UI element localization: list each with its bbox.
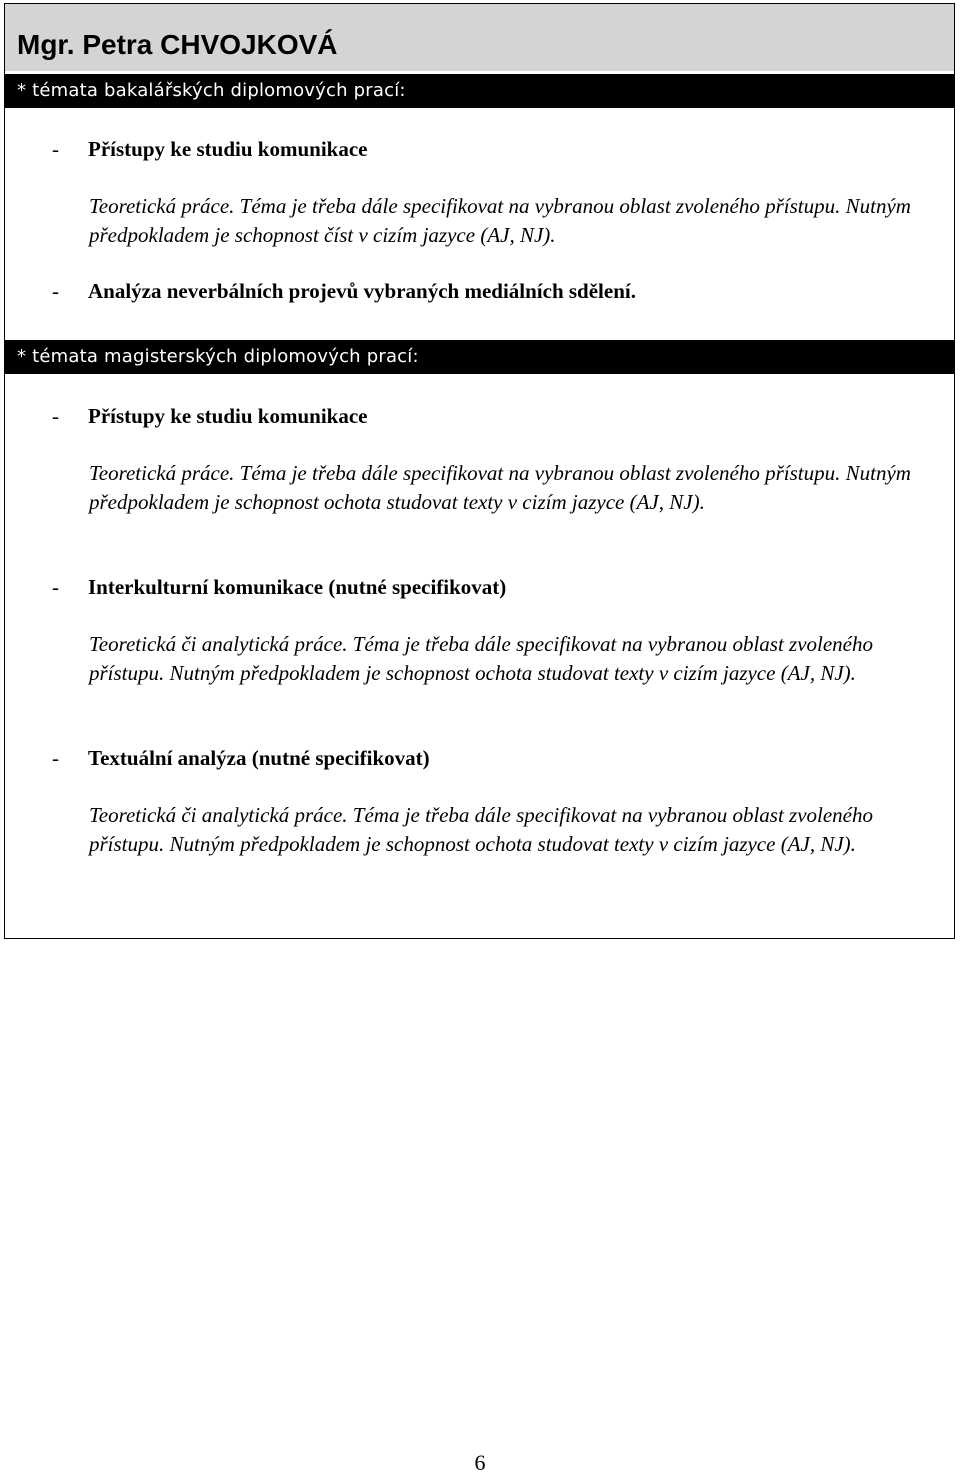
topic-heading: Interkulturní komunikace (nutné specifikovat) bbox=[88, 575, 507, 599]
page-number: 6 bbox=[474, 1450, 486, 1475]
list-dash: - bbox=[52, 279, 59, 303]
topic-heading: Analýza neverbálních projevů vybraných mediálních sdělení. bbox=[88, 279, 636, 303]
list-item bbox=[52, 277, 932, 305]
topic-description: Teoretická či analytická práce. Téma je třeba dále specifikovat na vybranou oblast zvoleného přístupu. Nutným předpokladem je schopnost ochota studovat texty v cizím jazyce (AJ, NJ). bbox=[89, 803, 874, 856]
page-title: Mgr. Petra CHVOJKOVÁ bbox=[17, 29, 338, 60]
list-dash: - bbox=[52, 404, 59, 428]
topic-heading: Textuální analýza (nutné specifikovat) bbox=[88, 746, 430, 770]
list-dash: - bbox=[52, 746, 59, 770]
list-dash: - bbox=[52, 575, 59, 599]
master-section-header: * témata magisterských diplomových prací: bbox=[5, 340, 954, 374]
bachelor-section-header: * témata bakalářských diplomových prací: bbox=[5, 74, 954, 108]
list-item bbox=[52, 744, 932, 772]
list-dash: - bbox=[52, 137, 59, 161]
topic-description: Teoretická práce. Téma je třeba dále specifikovat na vybranou oblast zvoleného přístupu. Nutným předpokladem je schopnost ochota studovat texty v cizím jazyce (AJ, NJ). bbox=[89, 461, 911, 514]
list-item bbox=[52, 573, 932, 601]
document-frame bbox=[4, 3, 955, 939]
topic-description: Teoretická či analytická práce. Téma je třeba dále specifikovat na vybranou oblast zvoleného přístupu. Nutným předpokladem je schopnost ochota studovat texty v cizím jazyce (AJ, NJ). bbox=[89, 632, 874, 685]
topic-description: Teoretická práce. Téma je třeba dále specifikovat na vybranou oblast zvoleného přístupu. Nutným předpokladem je schopnost číst v cizím jazyce (AJ, NJ). bbox=[89, 194, 911, 247]
title-bar bbox=[5, 4, 954, 71]
list-item bbox=[52, 135, 932, 163]
topic-heading: Přístupy ke studiu komunikace bbox=[88, 137, 368, 161]
list-item bbox=[52, 402, 932, 430]
topic-heading: Přístupy ke studiu komunikace bbox=[88, 404, 368, 428]
